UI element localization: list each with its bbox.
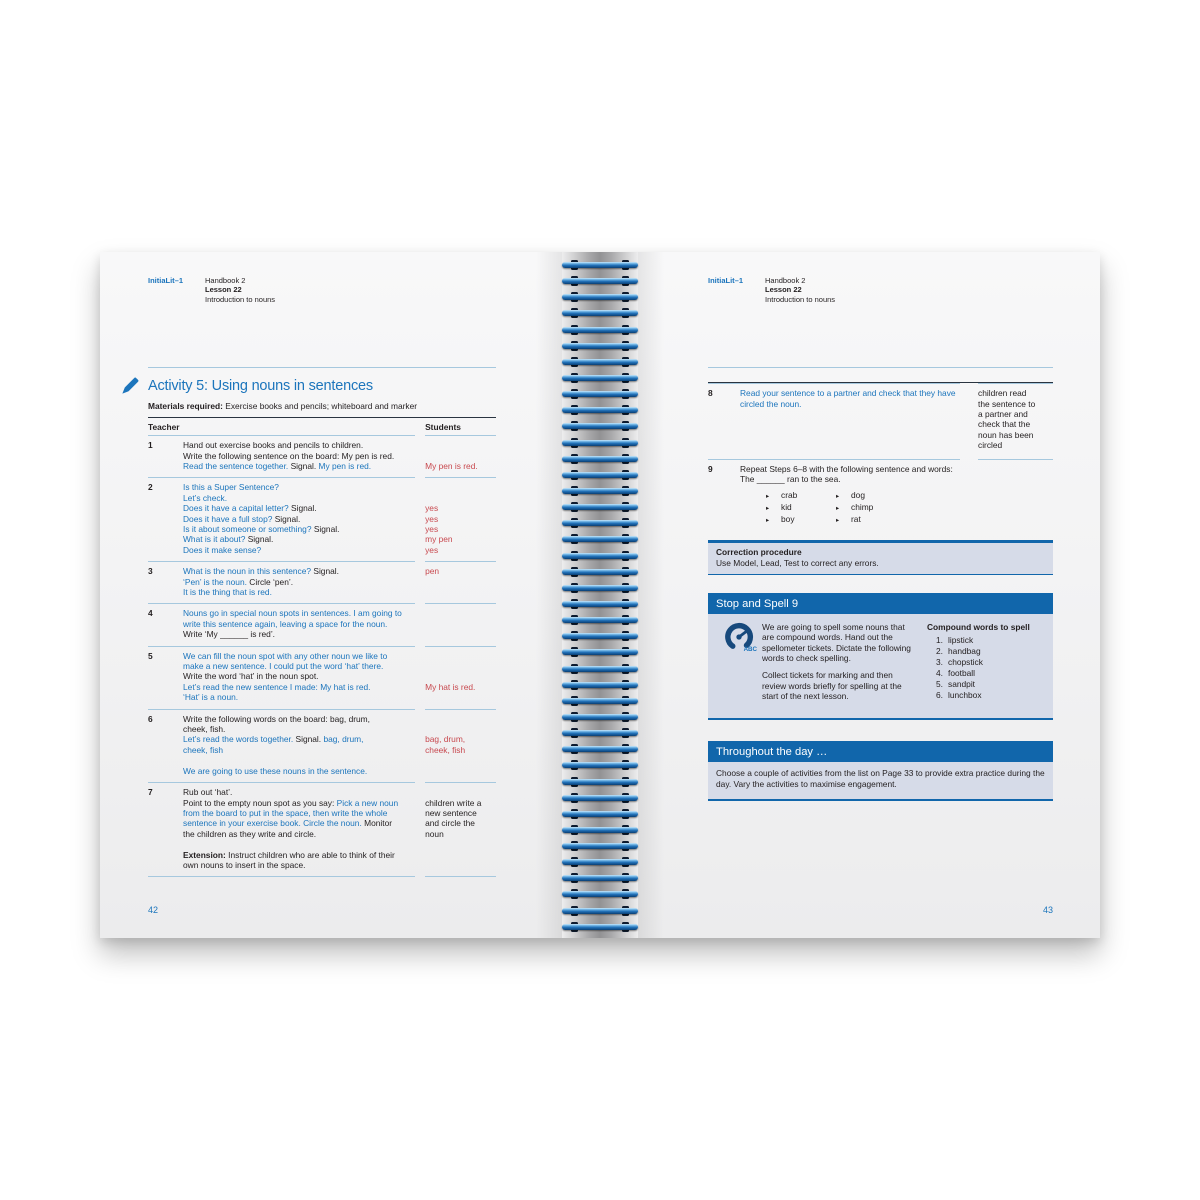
- step-number: 2: [148, 482, 153, 493]
- spiral-coil: [562, 632, 638, 640]
- stop-spell-paragraph: Collect tickets for marking and then review words briefly for spelling at the start of the next lesson.: [762, 670, 902, 702]
- coil-bar: [562, 924, 638, 930]
- coil-bar: [562, 359, 638, 365]
- list-item: [927, 646, 1045, 657]
- spiral-coil: [562, 309, 638, 317]
- bullet-word: rat: [851, 514, 861, 525]
- spiral-coil: [562, 358, 638, 366]
- coil-bar: [562, 859, 638, 865]
- spiral-coil: [562, 826, 638, 834]
- spiral-coil: [562, 713, 638, 721]
- teacher-text: Write the following words on the board: bag, drum, cheek, fish. Let’s read the words together. Signal. bag, drum, cheek, fish We are going to use these nouns in the sentence.: [183, 713, 370, 776]
- coil-bar: [562, 423, 638, 429]
- teacher-cell: [148, 562, 415, 604]
- pencil-icon: [121, 377, 139, 395]
- triangle-bullet-icon: ▸: [766, 493, 770, 501]
- coil-bar: [562, 633, 638, 639]
- coil-bar: [562, 310, 638, 316]
- triangle-bullet-icon: ▸: [766, 505, 770, 513]
- materials-line: [148, 401, 496, 411]
- stop-spell-box: [708, 593, 1053, 720]
- table-row: [148, 647, 496, 710]
- list-word: football: [948, 667, 976, 678]
- list-item: [927, 690, 1045, 701]
- section-rule: [148, 367, 496, 368]
- students-cell: pen: [425, 562, 496, 604]
- coil-bar: [562, 536, 638, 542]
- spiral-coil: [562, 471, 638, 479]
- activity-title-row: [148, 377, 496, 395]
- header-meta: [205, 276, 275, 304]
- coil-bar: [562, 504, 638, 510]
- page-number: 43: [1042, 905, 1053, 915]
- coil-bar: [562, 779, 638, 785]
- bullet-word: boy: [781, 514, 795, 525]
- coil-bar: [562, 746, 638, 752]
- teacher-column-header: Teacher: [148, 421, 180, 432]
- coil-bar: [562, 569, 638, 575]
- bullet-word: chimp: [851, 502, 874, 513]
- handbook-label: Handbook 2: [765, 276, 806, 285]
- spiral-coil: [562, 390, 638, 398]
- list-number: 5.: [936, 678, 943, 689]
- spiral-coil: [562, 342, 638, 350]
- table-row: [148, 783, 496, 877]
- materials-label: Materials required:: [148, 401, 223, 412]
- step-number: 3: [148, 566, 153, 577]
- table-body: [148, 436, 496, 877]
- coil-bar: [562, 795, 638, 801]
- spiral-coil: [562, 552, 638, 560]
- table-row: [708, 383, 1053, 458]
- throughout-header: Throughout the day …: [708, 741, 1053, 762]
- spiral-coil: [562, 487, 638, 495]
- compound-words-panel: [927, 622, 1045, 708]
- coil-bar: [562, 407, 638, 413]
- list-word: lipstick: [948, 634, 974, 645]
- spiral-coil: [562, 568, 638, 576]
- list-number: 4.: [936, 667, 943, 678]
- step-number: 7: [148, 787, 153, 798]
- section-rule: [708, 367, 1053, 368]
- right-page: [638, 252, 1100, 938]
- students-cell: bag, drum, cheek, fish: [425, 710, 496, 783]
- table-row: [148, 604, 496, 646]
- teacher-text: Rub out ‘hat’. Point to the empty noun spot as you say: Pick a new noun from the board to put in the space, then write the whole sentence in your exercise book. Circle the noun. Monitor the children as they write and circle. Extension: Instruct children who are able to think of their own nouns to insert in the space.: [183, 787, 399, 870]
- teacher-cell: [148, 436, 415, 478]
- spiral-coil: [562, 439, 638, 447]
- students-column-header: Students: [425, 421, 461, 432]
- materials-text: Exercise books and pencils; whiteboard and marker: [222, 401, 418, 412]
- activity-title: Activity 5: Using nouns in sentences: [148, 378, 373, 395]
- spellometer-label: ABC: [743, 645, 757, 653]
- coil-bar: [562, 875, 638, 881]
- bullet-word: crab: [781, 490, 798, 501]
- coil-bar: [562, 294, 638, 300]
- coil-bar: [562, 456, 638, 462]
- spiral-coil: [562, 422, 638, 430]
- spiral-coil: [562, 729, 638, 737]
- lesson-table-continued: [708, 382, 1053, 538]
- coil-bar: [562, 520, 638, 526]
- spiral-coil: [562, 665, 638, 673]
- spiral-coil: [562, 681, 638, 689]
- students-cell: yes yes yes my pen yes: [425, 478, 496, 562]
- spellometer-icon: [716, 622, 762, 708]
- coil-bar: [562, 843, 638, 849]
- coil-bar: [562, 649, 638, 655]
- bullet-row: [766, 490, 960, 502]
- lesson-label: Lesson 22: [205, 285, 242, 295]
- step-number: 6: [148, 713, 153, 724]
- list-number: 1.: [936, 634, 943, 645]
- correction-title: Correction procedure: [716, 547, 802, 558]
- open-handbook: [100, 252, 1100, 938]
- teacher-cell: [148, 783, 415, 877]
- coil-bar: [562, 472, 638, 478]
- teacher-text: Is this a Super Sentence? Let’s check. Does it have a capital letter? Signal. Does it have a full stop? Signal. Is it about someone or something? Signal. What is it about? Signal. Does it make sense?: [183, 482, 340, 555]
- lesson-subtitle: Introduction to nouns: [765, 294, 836, 304]
- lesson-table: [148, 417, 496, 877]
- coil-bar: [562, 617, 638, 623]
- left-page: [100, 252, 562, 938]
- list-word: sandpit: [948, 678, 976, 689]
- teacher-text: Repeat Steps 6–8 with the following sentence and words: The ______ ran to the sea. ▸ crab ▸ dog ▸ kid ▸ chimp ▸ boy ▸ rat: [740, 464, 960, 531]
- teacher-cell: [708, 383, 960, 458]
- table-body: [708, 383, 1053, 538]
- spiral-coil: [562, 761, 638, 769]
- compound-words-title: Compound words to spell: [927, 621, 1030, 632]
- lesson-subtitle: Introduction to nouns: [205, 294, 276, 304]
- students-cell: children write a new sentence and circle the noun: [425, 783, 496, 877]
- list-item: [927, 657, 1045, 668]
- spiral-coil: [562, 584, 638, 592]
- list-item: [927, 668, 1045, 679]
- spiral-coil: [562, 455, 638, 463]
- spiral-coil: [562, 778, 638, 786]
- brand-logo: InitiaLit–1: [708, 276, 744, 285]
- coil-bar: [562, 601, 638, 607]
- spine-binding: [562, 252, 638, 938]
- coil-bar: [562, 278, 638, 284]
- coil-bar: [562, 682, 638, 688]
- page-header: [708, 276, 1053, 304]
- table-header-row: [148, 418, 496, 436]
- coil-bar: [562, 327, 638, 333]
- table-row: [708, 459, 1053, 539]
- spiral-coil: [562, 810, 638, 818]
- coil-bar: [562, 343, 638, 349]
- teacher-cell: [148, 478, 415, 562]
- list-number: 3.: [936, 656, 943, 667]
- teacher-text: Nouns go in special noun spots in sentences. I am going to write this sentence again, leaving a space for the noun. Write ‘My ______ is red’.: [183, 608, 402, 640]
- spiral-coil: [562, 907, 638, 915]
- step-number: 4: [148, 608, 153, 619]
- throughout-text: Choose a couple of activities from the list on Page 33 to provide extra practice during the day. Vary the activities to maximise engagement.: [708, 762, 1053, 801]
- step-bullets: [766, 490, 960, 526]
- stop-spell-body: [708, 614, 1053, 720]
- brand-logo: InitiaLit–1: [148, 276, 184, 285]
- handbook-label: Handbook 2: [205, 276, 246, 285]
- triangle-bullet-icon: ▸: [766, 517, 770, 525]
- coil-bar: [562, 714, 638, 720]
- teacher-text: Read your sentence to a partner and check that they have circled the noun.: [740, 388, 956, 409]
- table-row: [148, 478, 496, 562]
- list-item: [927, 679, 1045, 690]
- triangle-bullet-icon: ▸: [836, 517, 840, 525]
- bullet-row: [766, 502, 960, 514]
- spiral-coil: [562, 842, 638, 850]
- table-row: [148, 562, 496, 604]
- bullet-row: [766, 514, 960, 526]
- coil-bar: [562, 730, 638, 736]
- compound-words-list: [927, 635, 1045, 701]
- header-meta: [765, 276, 835, 304]
- list-item: [927, 635, 1045, 646]
- throughout-box: [708, 741, 1053, 801]
- spiral-coil: [562, 890, 638, 898]
- coil-bar: [562, 891, 638, 897]
- students-cell: [425, 604, 496, 646]
- table-row: [148, 710, 496, 783]
- teacher-cell: [148, 647, 415, 710]
- bullet-word: dog: [851, 490, 865, 501]
- triangle-bullet-icon: ▸: [836, 493, 840, 501]
- spiral-coil: [562, 858, 638, 866]
- spiral-coil: [562, 519, 638, 527]
- bullet-word: kid: [781, 502, 792, 513]
- spiral-coil: [562, 648, 638, 656]
- spiral-coil: [562, 616, 638, 624]
- spiral-coil: [562, 697, 638, 705]
- teacher-cell: [708, 459, 960, 539]
- correction-box: [708, 540, 1053, 574]
- coil-bar: [562, 488, 638, 494]
- stop-spell-paragraph: We are going to spell some nouns that are compound words. Hand out the spellometer tickets. Dictate the following words to check spelling.: [762, 621, 911, 664]
- coil-bar: [562, 553, 638, 559]
- coil-bar: [562, 827, 638, 833]
- coil-bar: [562, 666, 638, 672]
- lesson-label: Lesson 22: [765, 285, 802, 295]
- coil-bar: [562, 811, 638, 817]
- step-number: 1: [148, 440, 153, 451]
- stop-spell-header: Stop and Spell 9: [708, 593, 1053, 614]
- page-number: 42: [148, 905, 159, 915]
- teacher-cell: [148, 604, 415, 646]
- teacher-cell: [148, 710, 415, 783]
- spiral-coils: [562, 261, 638, 931]
- students-cell: children read the sentence to a partner and check that the noun has been circled: [978, 383, 1053, 458]
- spiral-coil: [562, 406, 638, 414]
- spiral-coil: [562, 503, 638, 511]
- list-number: 6.: [936, 689, 943, 700]
- stop-spell-text: [762, 622, 927, 708]
- coil-bar: [562, 440, 638, 446]
- list-word: lunchbox: [948, 689, 982, 700]
- spiral-coil: [562, 277, 638, 285]
- coil-bar: [562, 585, 638, 591]
- list-word: chopstick: [948, 656, 983, 667]
- correction-text: Use Model, Lead, Test to correct any errors.: [716, 558, 879, 569]
- teacher-text: We can fill the noun spot with any other noun we like to make a new sentence. I could put the word ‘hat’ there. Write the word ‘hat’ in the noun spot. Let’s read the new sentence I made: My hat is red. ‘Hat’ is a noun.: [183, 650, 388, 703]
- table-row: [148, 436, 496, 478]
- students-cell: My pen is red.: [425, 436, 496, 478]
- coil-bar: [562, 262, 638, 268]
- spiral-coil: [562, 745, 638, 753]
- step-number: 5: [148, 650, 153, 661]
- students-cell: [978, 459, 1053, 539]
- list-word: handbag: [948, 645, 981, 656]
- teacher-text: Hand out exercise books and pencils to children. Write the following sentence on the board: My pen is red. Read the sentence together. Signal. My pen is red.: [183, 440, 395, 471]
- coil-bar: [562, 391, 638, 397]
- coil-bar: [562, 908, 638, 914]
- step-number: 8: [708, 388, 713, 399]
- spiral-coil: [562, 794, 638, 802]
- coil-bar: [562, 762, 638, 768]
- spiral-coil: [562, 923, 638, 931]
- coil-bar: [562, 375, 638, 381]
- teacher-text: What is the noun in this sentence? Signal. ‘Pen’ is the noun. Circle ‘pen’. It is the thing that is red.: [183, 566, 339, 597]
- students-cell: My hat is red.: [425, 647, 496, 710]
- step-number: 9: [708, 463, 713, 474]
- spiral-coil: [562, 535, 638, 543]
- spiral-coil: [562, 293, 638, 301]
- list-number: 2.: [936, 645, 943, 656]
- triangle-bullet-icon: ▸: [836, 505, 840, 513]
- spiral-coil: [562, 874, 638, 882]
- coil-bar: [562, 698, 638, 704]
- page-header: [148, 276, 496, 304]
- spiral-coil: [562, 374, 638, 382]
- spiral-coil: [562, 326, 638, 334]
- spiral-coil: [562, 600, 638, 608]
- spiral-coil: [562, 261, 638, 269]
